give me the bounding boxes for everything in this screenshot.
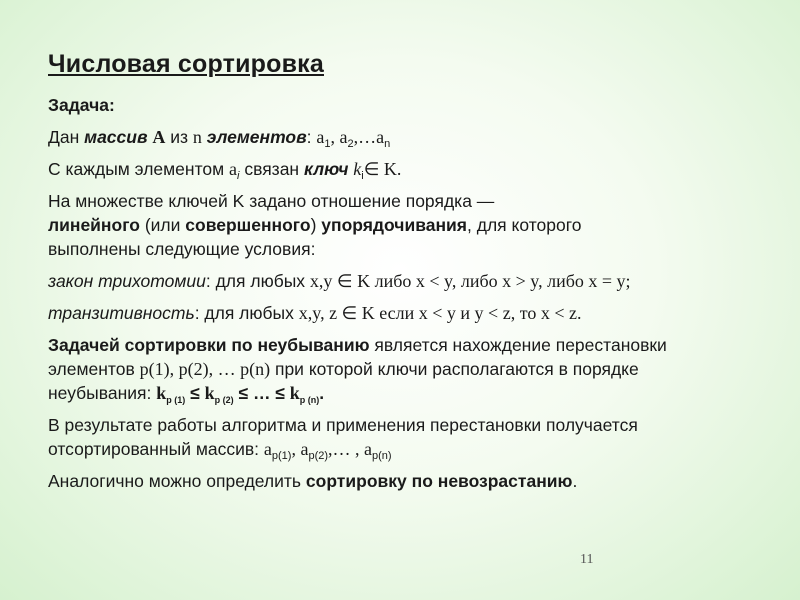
line-permutation: элементов p(1), p(2), … p(n) при которой ключи располагаются в порядке	[48, 359, 639, 379]
line-trichotomy: закон трихотомии: для любых x,y ∈ K либо x < y, либо x > y, либо x = y;	[48, 271, 631, 291]
line-nondecreasing: неубывания: $k_{p (1)} \le k_{p (2)}$ ≤ … ≤ $k_{p (n)}$.	[48, 383, 325, 405]
line-key-definition: С каждым элементом $a_i$ связан ключ $k_i\in$ K.	[48, 159, 402, 182]
line-linear-order: линейного (или совершенного) упорядочивания, для которого	[48, 215, 582, 235]
page-number: 11	[580, 552, 594, 567]
line-transitivity: транзитивность: для любых x,y, z ∈ K если x < y и y < z, то x < z.	[48, 303, 582, 323]
line-order-relation: На множестве ключей K задано отношение порядка —	[48, 191, 495, 211]
slide-title: Числовая сортировка	[48, 50, 324, 78]
line-sort-task: Задачей сортировки по неубыванию является нахождение перестановки	[48, 335, 667, 355]
line-result: В результате работы алгоритма и применения перестановки получается	[48, 415, 638, 435]
task-label: Задача:	[48, 95, 115, 115]
line-sorted-array: отсортированный массив: $a_{p(1)}$, $a_{p(2)},\dots$ , $a_{p(n)}$	[48, 439, 392, 462]
line-conditions: выполнены следующие условия:	[48, 239, 316, 259]
slide-content	[48, 50, 778, 493]
line-nonincreasing: Аналогично можно определить сортировку по невозрастанию.	[48, 471, 578, 491]
line-array-definition: Дан массив A из n элементов: $a_1$, $a_2,\dots a_n$	[48, 127, 391, 150]
